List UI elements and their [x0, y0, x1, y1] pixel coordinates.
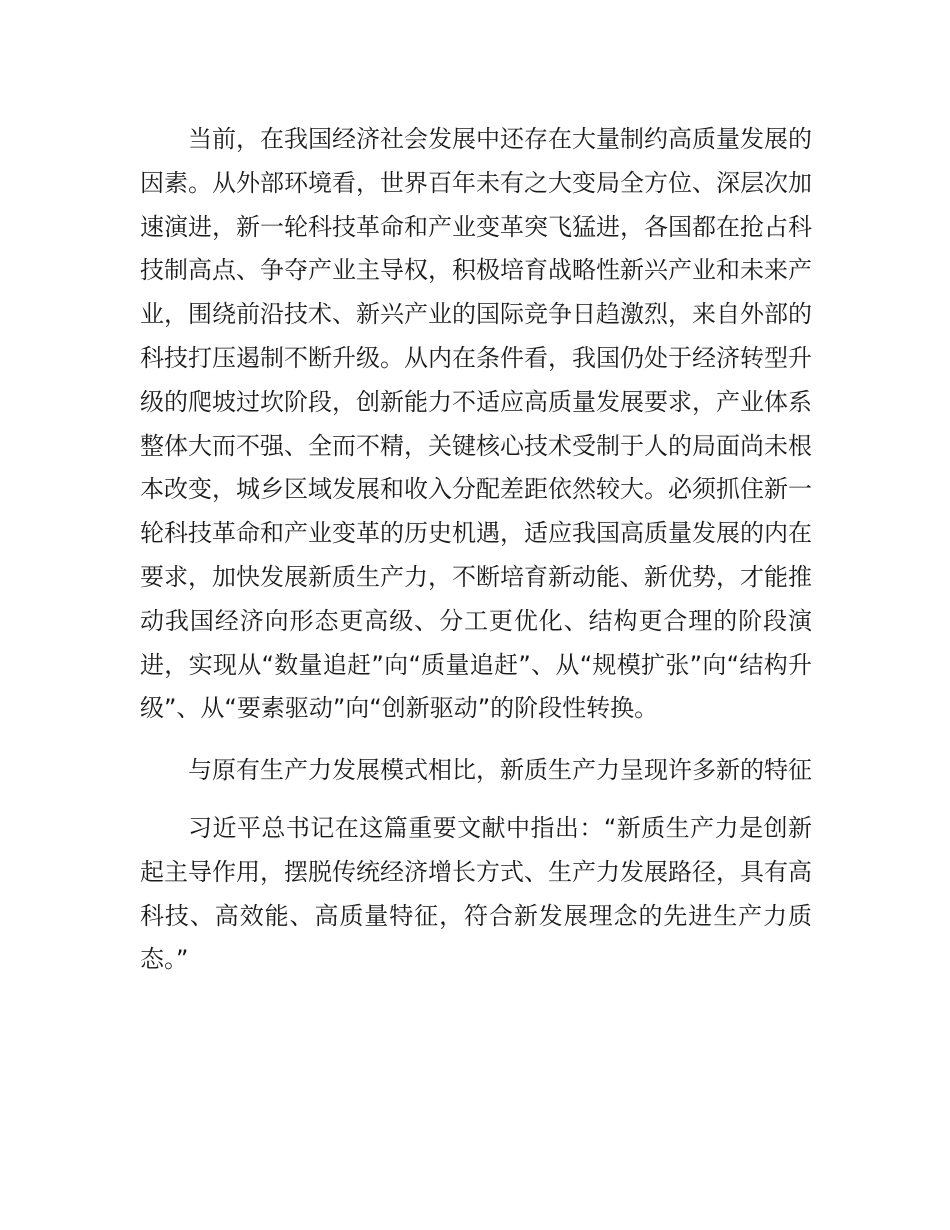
paragraph-challenges: 当前，在我国经济社会发展中还存在大量制约高质量发展的因素。从外部环境看，世界百年未有之大变局全方位、深层次加速演进，新一轮科技革命和产业变革突飞猛进，各国都在抢占科技制高点、争夺产业主导权，积极培育战略性新兴产业和未来产业，围绕前沿技术、新兴产业的国际竞争日趋激烈，来自外部的科技打压遏制不断升级。从内在条件看，我国仍处于经济转型升级的爬坡过坎阶段，创新能力不适应高质量发展要求，产业体系整体大而不强、全而不精，关键核心技术受制于人的局面尚未根本改变，城乡区域发展和收入分配差距依然较大。必须抓住新一轮科技革命和产业变革的历史机遇，适应我国高质量发展的内在要求，加快发展新质生产力，不断培育新动能、新优势，才能推动我国经济向形态更高级、分工更优化、结构更合理的阶段演进，实现从“数量追赶”向“质量追赶”、从“规模扩张”向“结构升级”、从“要素驱动”向“创新驱动”的阶段性转换。	[140, 125, 812, 723]
document-body	[140, 118, 812, 982]
paragraph-quote: 习近平总书记在这篇重要文献中指出：“新质生产力是创新起主导作用，摆脱传统经济增长方式、生产力发展路径，具有高科技、高效能、高质量特征，符合新发展理念的先进生产力质态。”	[140, 813, 812, 974]
paragraph-subheading: 与原有生产力发展模式相比，新质生产力呈现许多新的特征	[188, 756, 812, 785]
